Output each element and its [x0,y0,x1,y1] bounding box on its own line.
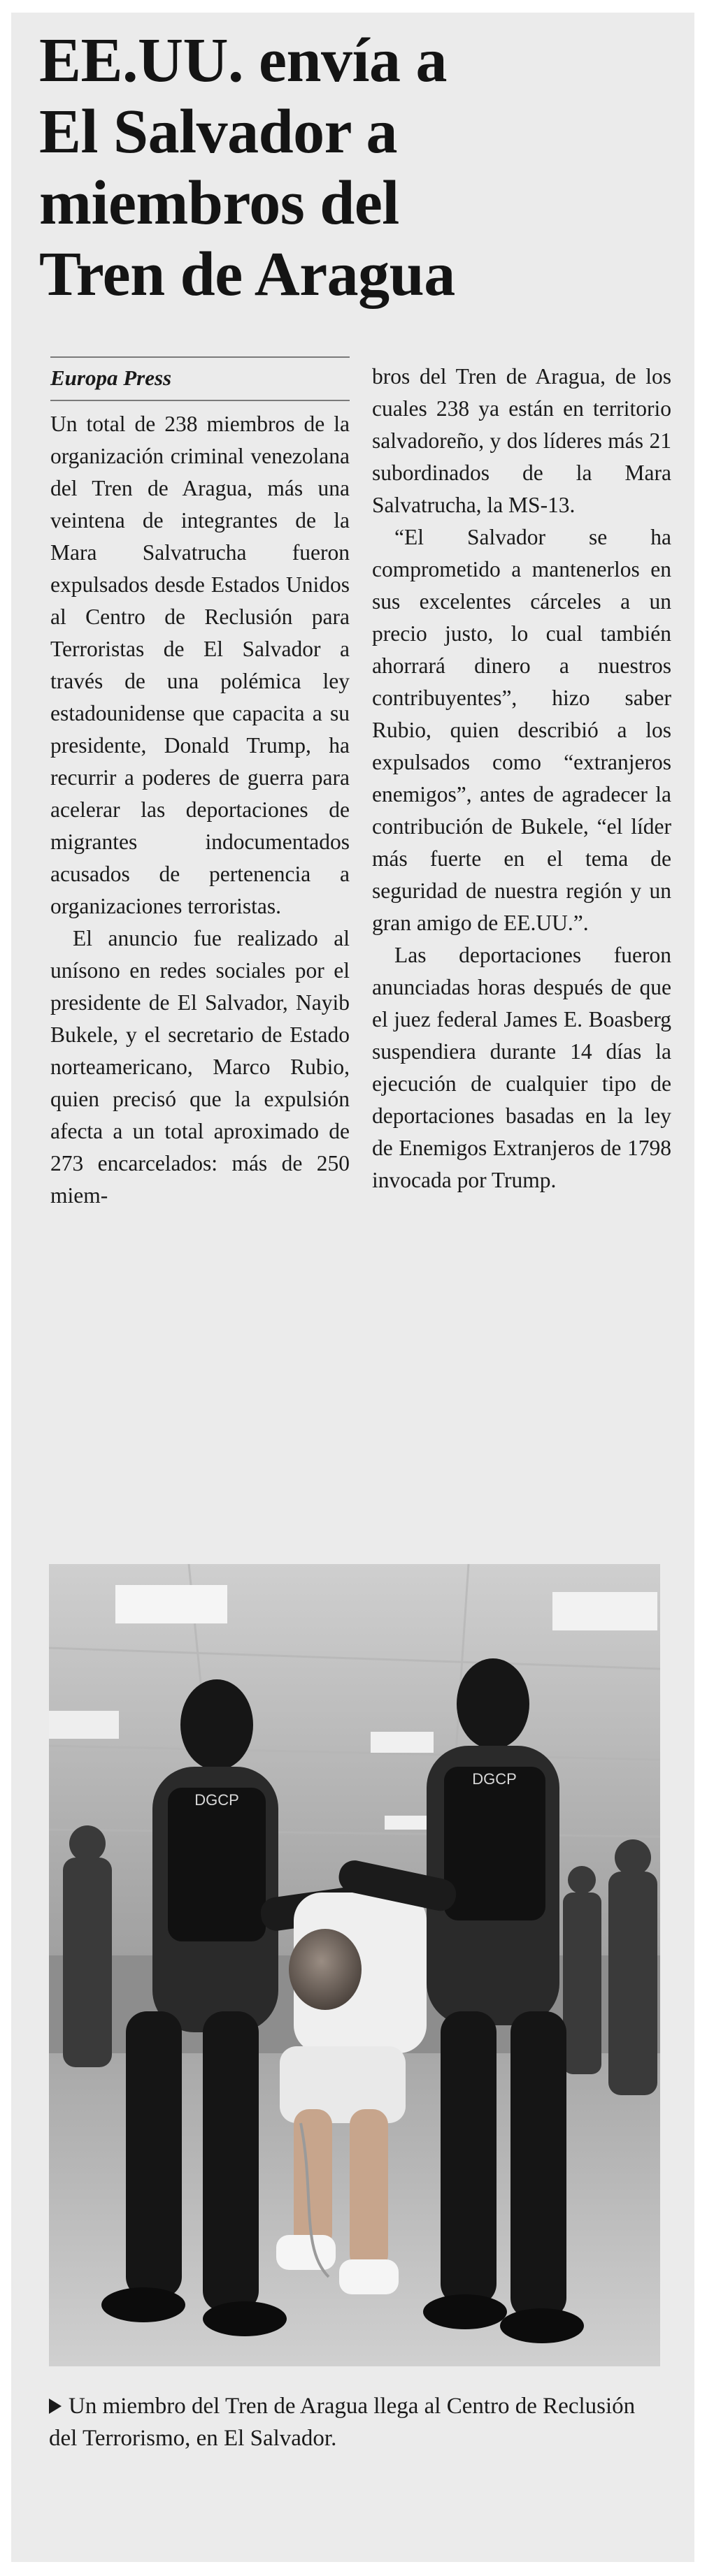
article-paragraph-3: bros del Tren de Aragua, de los cuales 238 ya están en territorio salvadoreño, y dos líderes más 21 subordinados de la Mara Salvatrucha, la MS-13. [372,364,671,517]
caption-text: Un miembro del Tren de Aragua llega al Centro de Reclusión del Terrorismo, en El Salvador. [49,2394,636,2451]
headline-line-1: EE.UU. envía a [39,26,448,95]
article-paragraph-1: Un total de 238 miembros de la organización criminal venezolana del Tren de Aragua, más una veintena de integrantes de la Mara Salvatrucha fueron expulsados desde Estados Unidos al Centro de Reclusión para Terroristas de El Salvador a través de una polémica ley estadounidense que capacita a su presidente, Donald Trump, ha recurrir a poderes de guerra para acelerar las deportaciones de migrantes indocumentados acusados de pertenencia a organizaciones terroristas. [50,412,350,918]
article-paragraph-4: “El Salvador se ha comprometido a mantenerlos en sus excelentes cárceles a un precio justo, lo cual también ahorrará dinero a nuestros contribuyentes”, hizo saber Rubio, quien describió a los expulsados como “extranjeros enemigos”, antes de agradecer la contribución de Bukele, “el líder más fuerte en el tema de seguridad de nuestra región y un gran amigo de EE.UU.”. [372,525,671,935]
article-column-left [50,356,350,1212]
headline [39,25,669,310]
vest-label-left: DGCP [194,1791,239,1809]
news-photo [49,1564,660,2366]
photo-caption [49,2390,660,2454]
photo-illustration [49,1564,660,2366]
headline-line-3: miembros del [39,168,399,238]
article-column-right [372,361,671,1196]
headline-line-2: El Salvador a [39,97,397,166]
vest-label-right: DGCP [472,1770,517,1788]
article-paragraph-2: El anuncio fue realizado al unísono en redes sociales por el presidente de El Salvador, Nayib Bukele, y el secretario de Estado norteamericano, Marco Rubio, quien precisó que la expulsión afecta a un total aproximado de 273 encarcelados: más de 250 miem- [50,926,350,1208]
article-paragraph-5: Las deportaciones fueron anunciadas horas después de que el juez federal James E. Boasberg suspendiera durante 14 días la ejecución de cualquier tipo de deportaciones basadas en la ley de Enemigos Extranjeros de 1798 invocada por Trump. [372,943,671,1192]
headline-line-4: Tren de Aragua [39,240,455,309]
caption-arrow-icon [49,2398,62,2414]
byline: Europa Press [50,356,350,401]
